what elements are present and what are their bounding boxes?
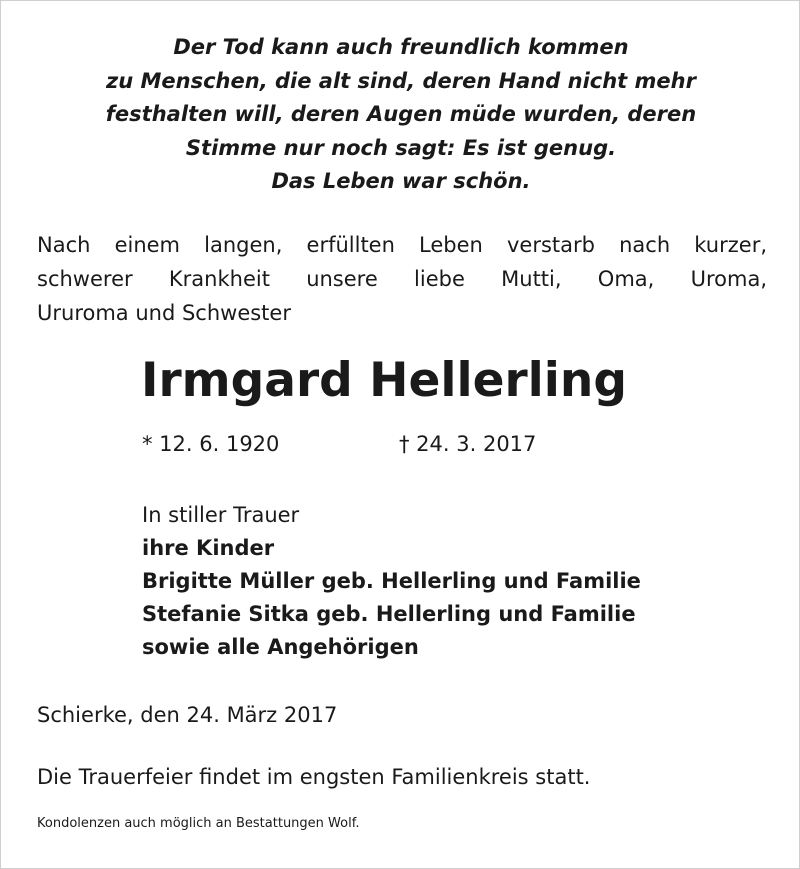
poem-line: Stimme nur noch sagt: Es ist genug. xyxy=(185,135,617,160)
mourner-line: sowie alle Angehörigen xyxy=(142,635,419,659)
mourners-heading: In stiller Trauer xyxy=(142,503,300,527)
poem-line: zu Menschen, die alt sind, deren Hand nicht mehr xyxy=(106,68,696,93)
poem-line: Das Leben war schön. xyxy=(271,169,531,193)
announcement-line: schwerer Krankheit unsere liebe Mutti, Oma, Uroma, xyxy=(37,267,767,291)
announcement-line: Ururoma und Schwester xyxy=(37,301,291,325)
announcement-line: Nach einem langen, erfüllten Leben verstarb nach kurzer, xyxy=(37,233,767,257)
funeral-service-note: Die Trauerfeier findet im engsten Familienkreis statt. xyxy=(37,765,591,789)
announcement-text xyxy=(37,228,767,330)
deceased-name: Irmgard Hellerling xyxy=(141,353,627,408)
poem-line: festhalten will, deren Augen müde wurden, deren xyxy=(105,102,697,126)
poem-line: Der Tod kann auch freundlich kommen xyxy=(173,35,629,59)
birth-date: * 12. 6. 1920 xyxy=(142,432,280,456)
mourner-line: Stefanie Sitka geb. Hellerling und Familie xyxy=(142,602,636,626)
mourner-line: ihre Kinder xyxy=(142,536,275,560)
death-date: † 24. 3. 2017 xyxy=(399,432,537,456)
place-and-date: Schierke, den 24. März 2017 xyxy=(37,703,338,727)
mourner-line: Brigitte Müller geb. Hellerling und Familie xyxy=(142,569,641,593)
mourners-list xyxy=(142,499,762,664)
memorial-poem xyxy=(1,31,800,199)
condolence-note: Kondolenzen auch möglich an Bestattungen Wolf. xyxy=(37,816,360,831)
